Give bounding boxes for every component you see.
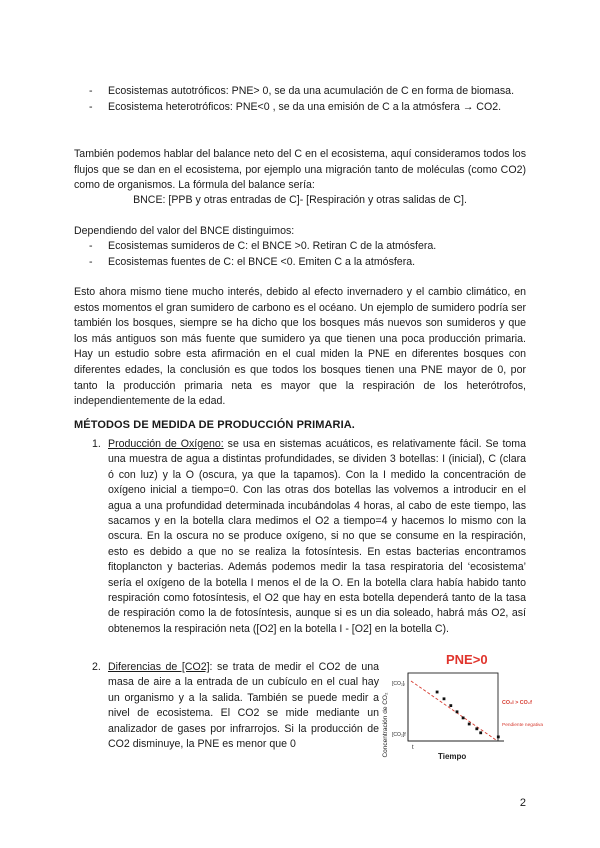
data-point: [475, 727, 478, 730]
bullet-dash: -: [89, 240, 93, 252]
pne-figure: [378, 650, 544, 765]
oxygen-production-item: [108, 437, 526, 637]
item-number: 1.: [92, 438, 101, 450]
item-text: se usa en sistemas acuáticos, es relativamente fácil. Se toma una muestra de agua a distintas profundidades, se dividen 3 botellas: I (inicial), C (clara ó con luz) y la O (oscura, ya que la tapamos). Con la I medido la concentración de oxígeno inicial a tiempo=0. Con las otras dos botellas las volvemos a introducir en el agua a una profundidad determinada incubándolas 4 horas, al cabo de este tiempo, las sacamos y en la botella clara medimos el O2 a tiempo=4 y hacemos lo mismo con la oscura. En la oscura no se produce oxígeno, si no que se consume en la respiración, esto es debido a que no se realiza la fotosíntesis. En estas bacterias encontramos fitoplancton y bacterias. Además podemos medir la tasa respiratoria del ‘ecosistema’ sería el oxígeno de la botella I menos el de la O. En la botella clara había habido tanto respiración como fotosíntesis, el O2 que hay en esta botella dependerá tanto de la tasa de respiración como la de fotosíntesis, aunque si es un dia soleado, habrá más O2, así obtenemos la respiración neta ([O2] en la botella I - [O2] en la botella C).: [108, 438, 526, 635]
autotrophic-heterotrophic-list: [89, 84, 526, 115]
list-item: - Ecosistema heterotróficos: PNE<0 , se da una emisión de C a la atmósfera → CO2.: [89, 100, 526, 116]
bnce-list: [89, 239, 526, 270]
interest-paragraph: Esto ahora mismo tiene mucho interés, debido al efecto invernadero y el cambio climático, en estos momentos el gran sumidero de carbono es el océano. Un ejemplo de sumidero podría ser también los bosques, siempre se ha dicho que los bosques más nuevos son sumideros y que los más antiguos son más fuente que sumidero ya que tienen una poca producción primaria. Hay un estudio sobre esta afirmación en el cual miden la PNE en diferentes bosques con diferentes edades, la conclusión es que todos los bosques tienen una PNE mayor de 0, por tanto la producción primaria neta es mayor que la respiración de los heterótrofos, independientemente de la edad.: [74, 286, 526, 408]
data-points: [436, 691, 500, 739]
tick-label-top: [CO₂]ᵢ: [392, 681, 406, 687]
data-point: [468, 723, 471, 726]
list-item: - Ecosistemas autotróficos: PNE> 0, se da una acumulación de C en forma de biomasa.: [89, 84, 526, 100]
figure-title: PNE>0: [446, 652, 488, 667]
bullet-dash: -: [89, 255, 93, 268]
page-number: 2: [519, 797, 526, 809]
tick-label-bottom: [CO₂]f: [392, 732, 406, 738]
item-number: 2.: [92, 661, 101, 673]
x-origin-label: t: [412, 745, 414, 751]
list-item: - Ecosistemas fuentes de C: el BNCE <0. Emiten C a la atmósfera.: [89, 255, 526, 271]
list-item: - Ecosistemas sumideros de C: el BNCE >0. Retiran C de la atmósfera.: [89, 239, 526, 255]
item-text: : se trata de medir el CO2 de una masa de aire a la entrada de un cubículo en el cual hay un organismo y a la salida. También se puede medir a nivel de ecosistema. El CO2 se mide mediante un analizador de gases por infrarrojos. Si la producción de CO2 disminuye, la PNE es menor que 0: [108, 661, 379, 751]
section-heading: MÉTODOS DE MEDIDA DE PRODUCCIÓN PRIMARIA.: [74, 419, 355, 431]
data-point: [456, 710, 459, 713]
data-point: [497, 736, 500, 739]
data-point: [462, 717, 465, 720]
bnce-intro: Dependiendo del valor del BNCE distinguimos:: [74, 225, 295, 237]
trend-line: [411, 681, 496, 740]
co2-difference-item: [108, 660, 379, 752]
legend-sub: Pendiente negativa: [502, 723, 544, 728]
bnce-formula: BNCE: [PPB y otras entradas de C]- [Respiración y otras salidas de C].: [133, 194, 467, 206]
legend-line: CO₂i > CO₂f: [502, 700, 532, 706]
bullet-dash: -: [89, 85, 93, 97]
item-title: Producción de Oxígeno:: [108, 438, 224, 450]
figure-ylabel: Concentración de CO₂: [382, 692, 389, 758]
bullet-dash: -: [89, 100, 93, 113]
data-point: [443, 697, 446, 700]
data-point: [479, 731, 482, 734]
balance-paragraph: También podemos hablar del balance neto del C en el ecosistema, aquí consideramos todos los flujos que se dan en el ecosistema, por ejemplo una migración tanto de moléculas (como CO2) como de organismos. La fórmula del balance sería:: [74, 148, 526, 192]
data-point: [436, 691, 439, 694]
plot-frame: [408, 673, 498, 741]
data-point: [449, 704, 452, 707]
item-title: Diferencias de [CO2]: [108, 661, 210, 673]
figure-xlabel: Tiempo: [438, 752, 467, 761]
